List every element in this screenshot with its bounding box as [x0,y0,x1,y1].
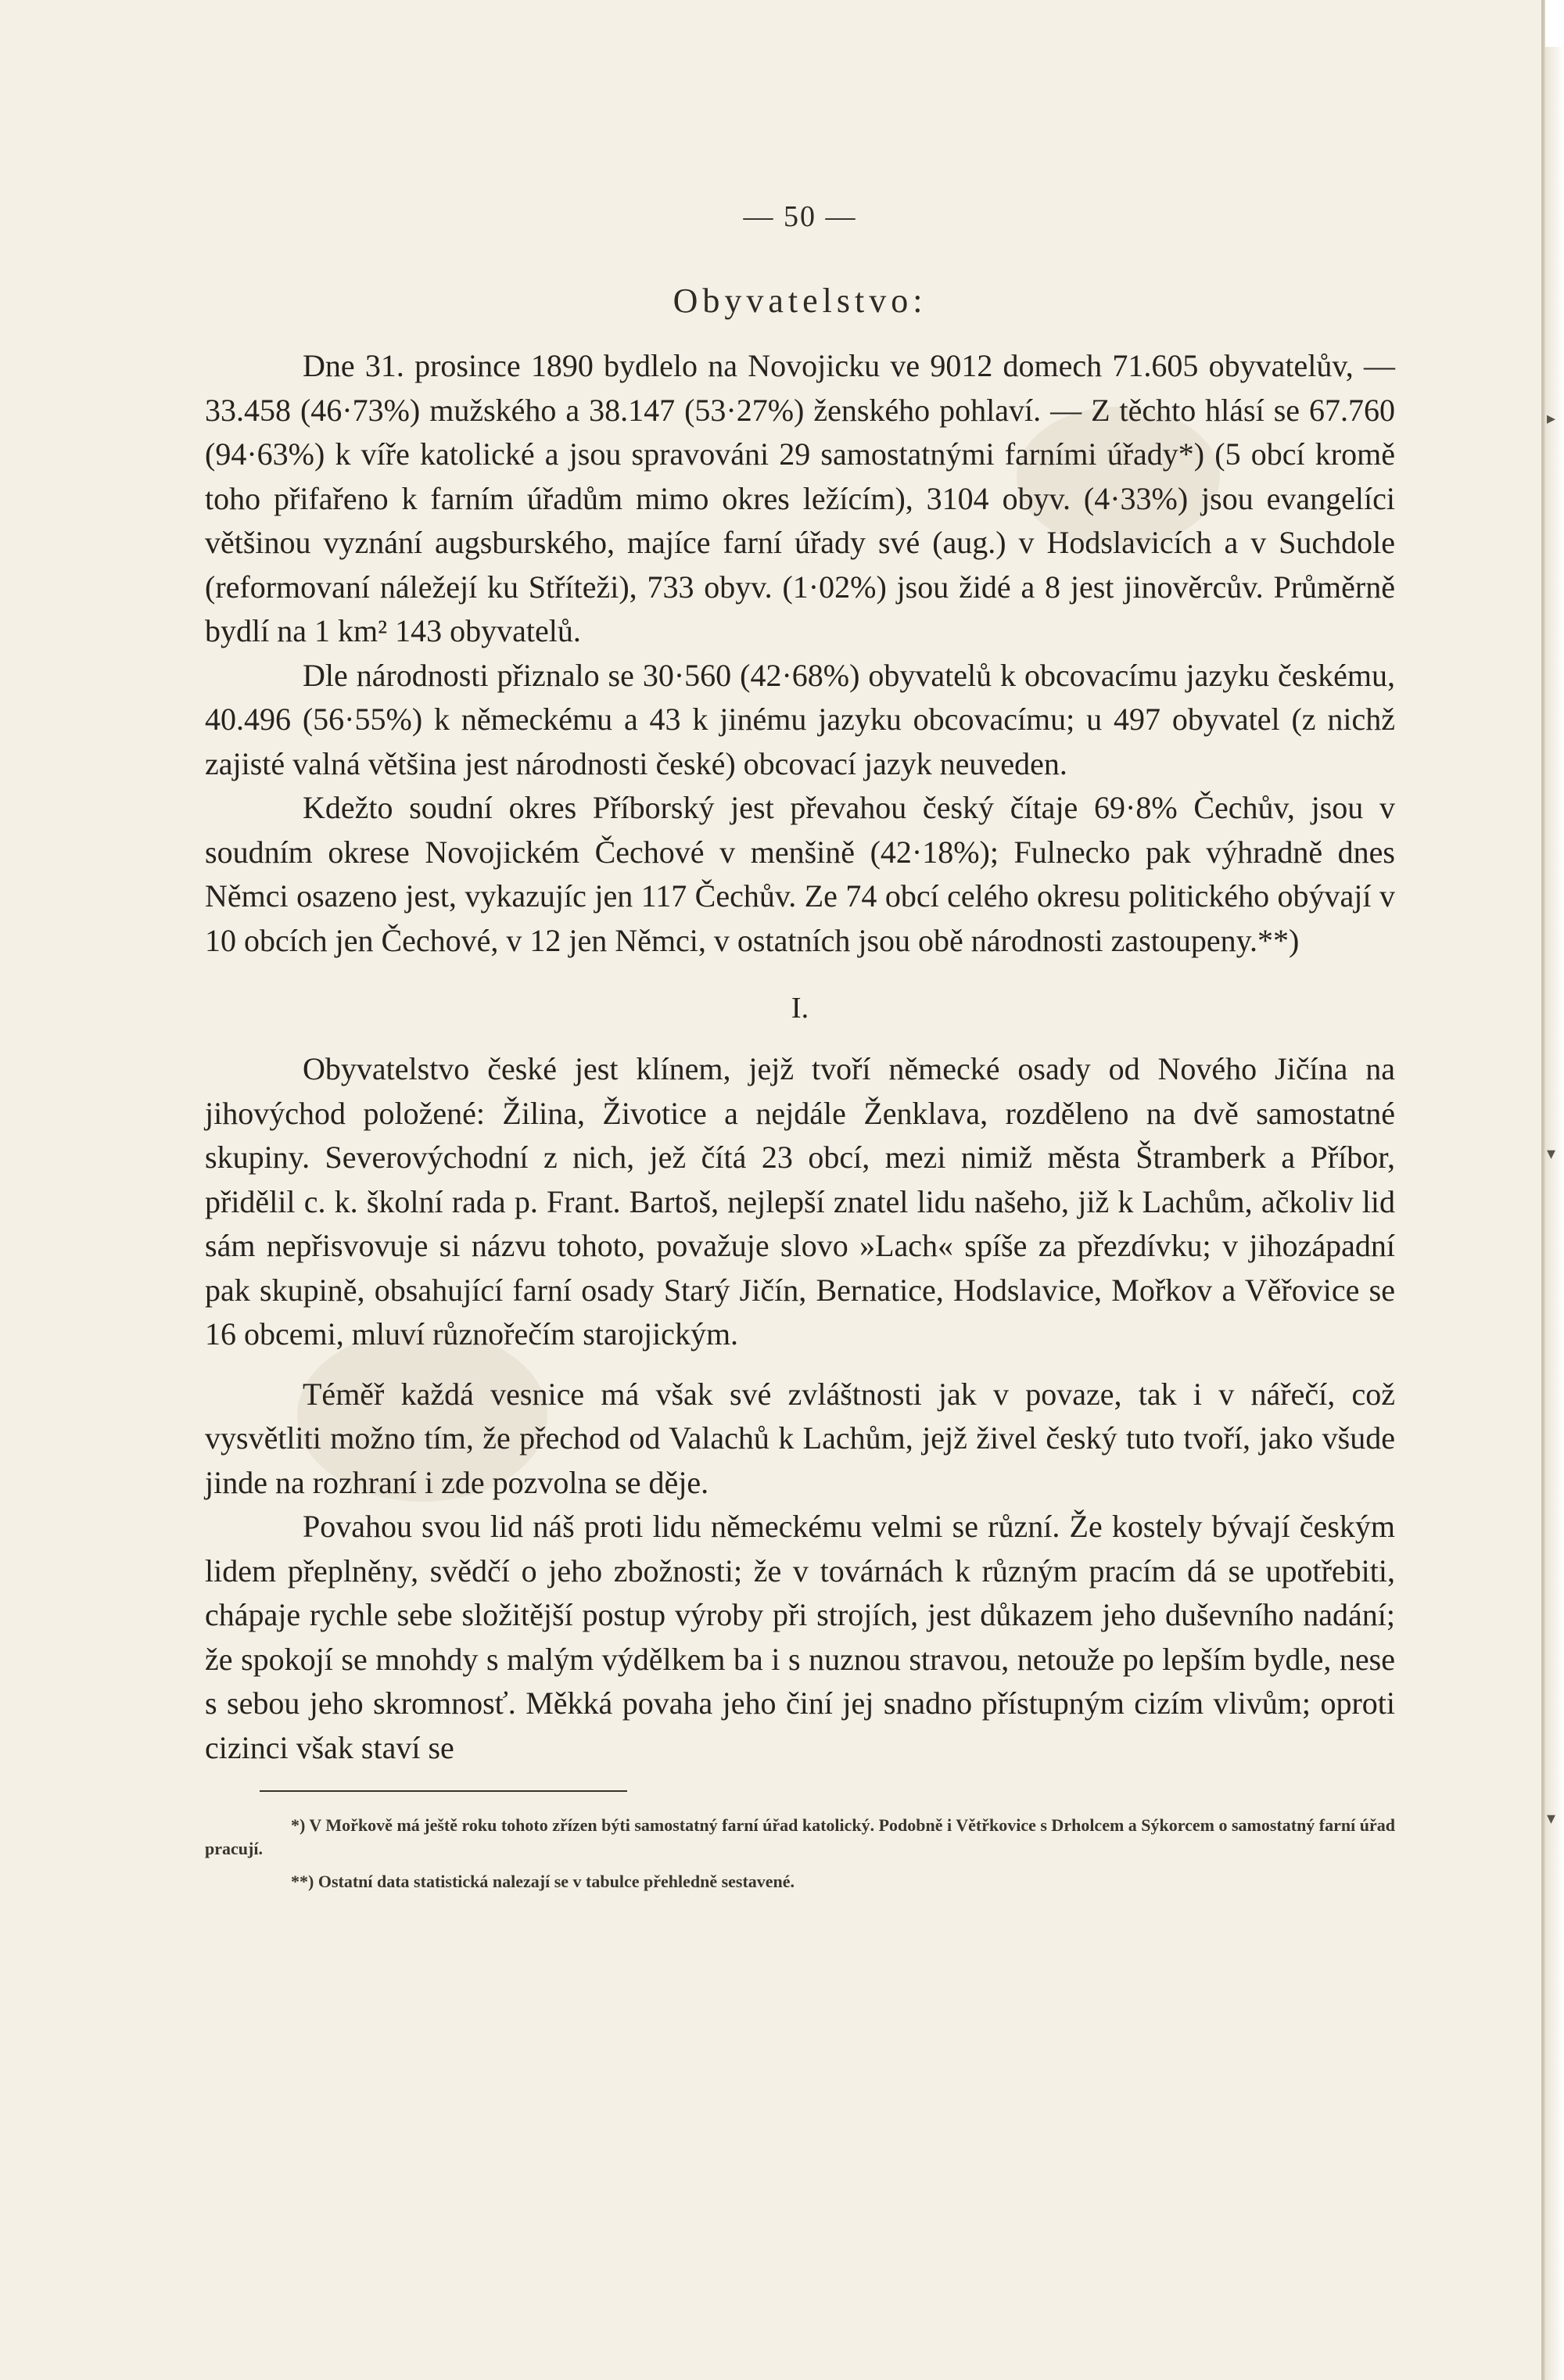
paragraph-czech-population: Obyvatelstvo české jest klínem, jejž tvoří německé osady od Nového Jičína na jihovýchod položené: Žilina, Životice a nejdále Ženklava, rozděleno na dvě samostatné skupiny. Severovýchodní z nich, jež čítá 23 obcí, mezi nimiž města Štramberk a Příbor, přidělil c. k. školní rada p. Frant. Bartoš, nejlepší znatel lidu našeho, již k Lachům, ačkoliv lid sám nepřisvovuje si názvu tohoto, považuje slovo »Lach« spíše za přezdívku; v jihozápadní pak skupině, obsahující farní osady Starý Jičín, Bernatice, Hodslavice, Mořkov a Věřovice se 16 obcemi, mluví různořečím starojickým. [205,1051,1395,1352]
paragraph-districts: Kdežto soudní okres Příborský jest převahou český čítaje 69·8% Čechův, jsou v soudním okrese Novojickém Čechové v menšině (42·18%); Fulnecko pak výhradně dnes Němci osazeno jest, vykazujíc jen 117 Čechův. Ze 74 obcí celého okresu politického obývají v 10 obcích jen Čechové, v 12 jen Němci, v ostatních jsou obě národnosti zastoupeny.**) [205,790,1395,958]
edge-arrow-icon: ▾ [1547,1143,1556,1163]
page-content [205,199,1395,1903]
page-binding-edge [1545,47,1564,2380]
edge-arrow-icon: ▾ [1547,1808,1556,1828]
page-edge-line [1541,0,1544,2380]
paragraph-population: Dne 31. prosince 1890 bydlelo na Novojicku ve 9012 domech 71.605 obyvatelův, — 33.458 (46·73%) mužského a 38.147 (53·27%) ženského pohlaví. — Z těchto hlásí se 67.760 (94·63%) k víře katolické a jsou spravováni 29 samostatnými farními úřady*) (5 obcí kromě toho přifařeno k farním úřadům mimo okres ležícím), 3104 obyv. (4·33%) jsou evangelíci většinou vyznání augsburského, majíce farní úřady své (aug.) v Hodslavicích a v Suchdole (reformovaní náležejí ku Stříteži), 733 obyv. (1·02%) jsou židé a 8 jest jinověrcův. Průměrně bydlí na 1 km² 143 obyvatelů. [205,348,1395,648]
paragraph-villages: Téměř každá vesnice má však své zvláštnosti jak v povaze, tak i v nářečí, což vysvětliti možno tím, že přechod od Valachů k Lachům, jejž živel český tuto tvoří, jako všude jinde na rozhraní i zde pozvolna se děje. [205,1376,1395,1500]
edge-arrow-icon: ▸ [1547,408,1556,428]
footnote-1: *) V Mořkově má ještě roku tohoto zřízen býti samostatný farní úřad katolický. Podobně i Větřkovice s Drholcem a Sýkorcem o samostatný farní úřad pracují. [205,1815,1395,1858]
footnote-divider [260,1790,627,1792]
paragraph-character: Povahou svou lid náš proti lidu německému velmi se různí. Že kostely bývají českým lidem přeplněny, svědčí o jeho zbožnosti; že v továrnách k různým pracím dá se upotřebiti, chápaje rychle sebe složitější postup výroby při strojích, jest důkazem jeho duševního nadání; že spokojí se mnohdy s malým výdělkem ba i s nuznou stravou, netouže po lepším bydle, nese s sebou jeho skromnosť. Měkká povaha jeho činí jej snadno přístupným cizím vlivům; oproti cizinci však staví se [205,1509,1395,1765]
footnote-2: **) Ostatní data statistická nalezají se v tabulce přehledně sestavené. [291,1872,795,1891]
section-title: Obyvatelstvo: [673,282,927,320]
paragraph-nationality: Dle národnosti přiznalo se 30·560 (42·68%) obyvatelů k obcovacímu jazyku českému, 40.496 (56·55%) k německému a 43 k jinému jazyku obcovacímu; u 497 obyvatel (z nichž zajisté valná většina jest národnosti české) obcovací jazyk neuveden. [205,657,1395,781]
page-number: — 50 — [743,200,857,233]
roman-heading: I. [791,992,809,1025]
